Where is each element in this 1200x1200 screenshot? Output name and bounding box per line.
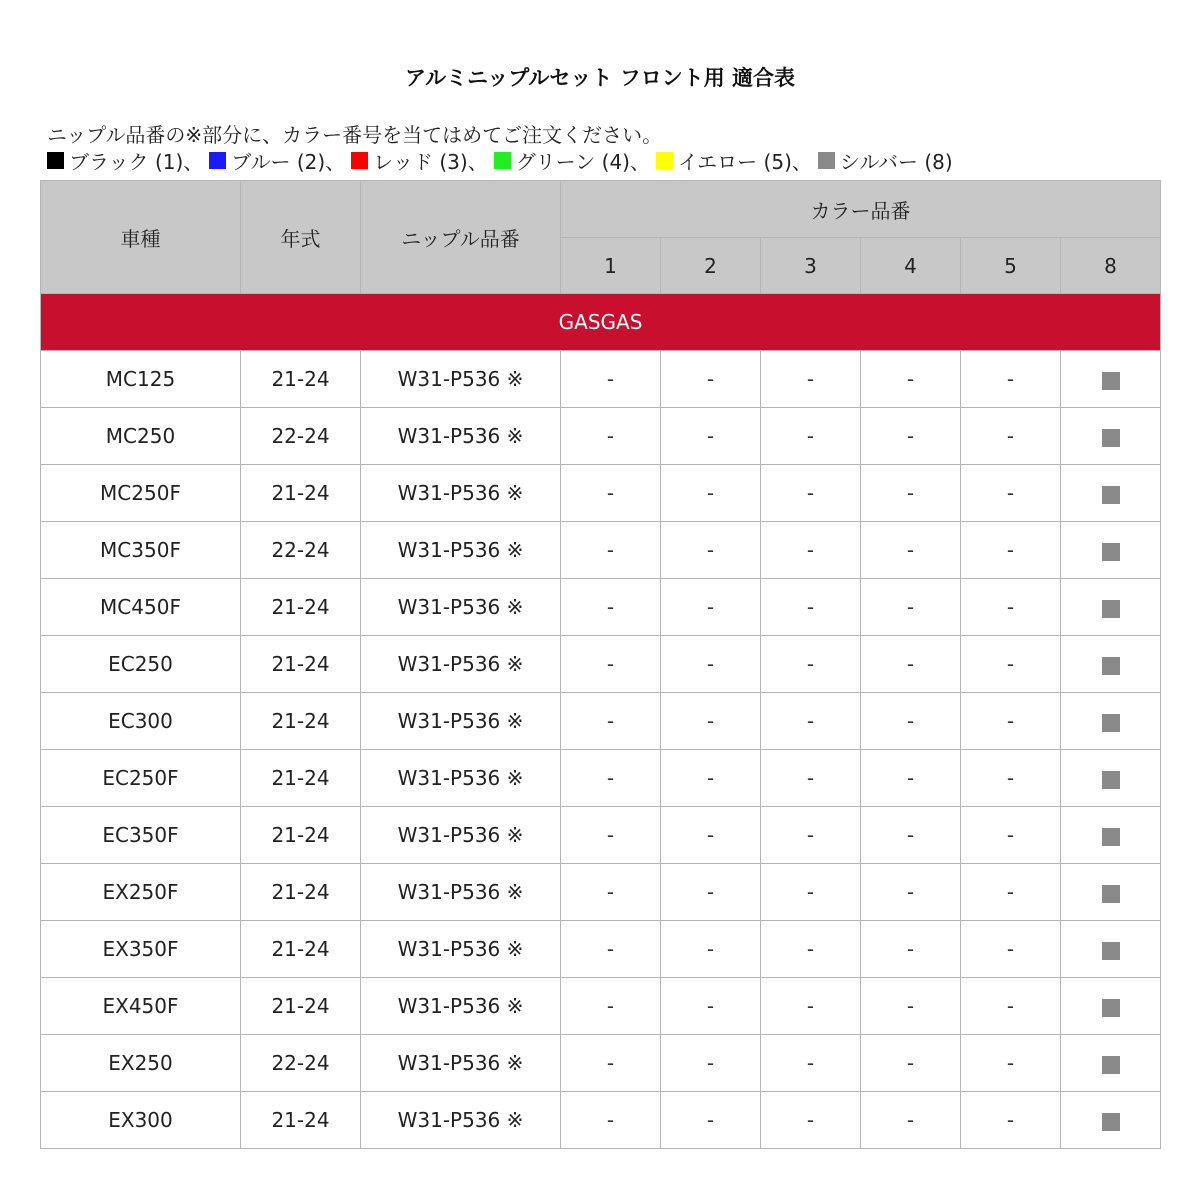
unavailable-mark: - (806, 766, 815, 790)
color-cell (561, 807, 661, 864)
silver-square-icon (1102, 999, 1120, 1017)
color-cell (561, 693, 661, 750)
color-cell (1061, 351, 1161, 408)
unavailable-mark: - (606, 595, 615, 619)
silver-square-icon (1102, 771, 1120, 789)
color-cell (1061, 807, 1161, 864)
table-row (41, 864, 1161, 921)
color-cell (861, 1035, 961, 1092)
unavailable-mark: - (906, 994, 915, 1018)
unavailable-mark: - (706, 367, 715, 391)
unavailable-mark: - (806, 424, 815, 448)
unavailable-mark: - (806, 1108, 815, 1132)
unavailable-mark: - (806, 538, 815, 562)
silver-square-icon (1102, 714, 1120, 732)
color-cell (961, 465, 1061, 522)
model-cell: EC250 (41, 636, 241, 693)
table-row (41, 921, 1161, 978)
model-cell: MC450F (41, 579, 241, 636)
color-cell (661, 978, 761, 1035)
unavailable-mark: - (706, 880, 715, 904)
unavailable-mark: - (606, 766, 615, 790)
color-cell (661, 522, 761, 579)
color-legend (47, 146, 953, 175)
year-cell: 21-24 (241, 636, 361, 693)
color-cell (961, 693, 1061, 750)
unavailable-mark: - (906, 766, 915, 790)
unavailable-mark: - (1006, 538, 1015, 562)
color-cell (861, 921, 961, 978)
table-row (41, 978, 1161, 1035)
legend-label: イエロー (5) (677, 150, 792, 174)
unavailable-mark: - (606, 880, 615, 904)
unavailable-mark: - (706, 1051, 715, 1075)
year-cell: 22-24 (241, 1035, 361, 1092)
color-cell (661, 693, 761, 750)
color-cell (761, 1035, 861, 1092)
silver-square-icon (1102, 828, 1120, 846)
legend-item (209, 146, 351, 175)
year-cell: 21-24 (241, 750, 361, 807)
nipple-cell: W31-P536 ※ (361, 408, 561, 465)
unavailable-mark: - (606, 367, 615, 391)
year-cell: 22-24 (241, 408, 361, 465)
silver-square-icon (1102, 1056, 1120, 1074)
unavailable-mark: - (1006, 823, 1015, 847)
color-cell (661, 807, 761, 864)
color-cell (861, 522, 961, 579)
unavailable-mark: - (1006, 595, 1015, 619)
unavailable-mark: - (906, 538, 915, 562)
color-swatch-icon (209, 152, 226, 169)
brand-row (41, 294, 1161, 351)
color-cell (761, 465, 861, 522)
unavailable-mark: - (606, 823, 615, 847)
color-cell (961, 408, 1061, 465)
unavailable-mark: - (806, 1051, 815, 1075)
color-cell (861, 693, 961, 750)
color-cell (761, 579, 861, 636)
silver-square-icon (1102, 372, 1120, 390)
color-cell (661, 579, 761, 636)
color-cell (861, 978, 961, 1035)
header-color-3: 3 (761, 238, 861, 294)
color-cell (961, 750, 1061, 807)
unavailable-mark: - (1006, 1108, 1015, 1132)
unavailable-mark: - (706, 652, 715, 676)
color-cell (761, 921, 861, 978)
year-cell: 21-24 (241, 465, 361, 522)
color-cell (861, 351, 961, 408)
unavailable-mark: - (906, 880, 915, 904)
model-cell: EC250F (41, 750, 241, 807)
color-cell (561, 636, 661, 693)
color-cell (561, 465, 661, 522)
color-cell (561, 978, 661, 1035)
unavailable-mark: - (606, 481, 615, 505)
silver-square-icon (1102, 486, 1120, 504)
unavailable-mark: - (706, 823, 715, 847)
color-swatch-icon (818, 152, 835, 169)
unavailable-mark: - (1006, 994, 1015, 1018)
header-color-2: 2 (661, 238, 761, 294)
color-cell (1061, 408, 1161, 465)
color-cell (1061, 1092, 1161, 1149)
unavailable-mark: - (1006, 766, 1015, 790)
color-cell (761, 636, 861, 693)
unavailable-mark: - (606, 709, 615, 733)
unavailable-mark: - (806, 481, 815, 505)
unavailable-mark: - (906, 652, 915, 676)
color-cell (961, 1092, 1061, 1149)
color-cell (761, 693, 861, 750)
model-cell: EX250F (41, 864, 241, 921)
color-cell (961, 351, 1061, 408)
color-swatch-icon (656, 152, 673, 169)
model-cell: MC250F (41, 465, 241, 522)
color-cell (661, 921, 761, 978)
color-cell (861, 807, 961, 864)
unavailable-mark: - (806, 595, 815, 619)
silver-square-icon (1102, 1113, 1120, 1131)
color-cell (661, 1035, 761, 1092)
unavailable-mark: - (606, 1108, 615, 1132)
color-cell (661, 1092, 761, 1149)
color-cell (961, 807, 1061, 864)
nipple-cell: W31-P536 ※ (361, 750, 561, 807)
color-cell (861, 636, 961, 693)
nipple-cell: W31-P536 ※ (361, 921, 561, 978)
legend-label: シルバー (8) (839, 150, 953, 174)
nipple-cell: W31-P536 ※ (361, 1092, 561, 1149)
nipple-cell: W31-P536 ※ (361, 636, 561, 693)
unavailable-mark: - (606, 994, 615, 1018)
color-cell (1061, 636, 1161, 693)
unavailable-mark: - (906, 424, 915, 448)
color-cell (1061, 978, 1161, 1035)
color-cell (1061, 864, 1161, 921)
header-color-5: 5 (961, 238, 1061, 294)
table-row (41, 1092, 1161, 1149)
unavailable-mark: - (806, 652, 815, 676)
color-cell (761, 864, 861, 921)
year-cell: 21-24 (241, 579, 361, 636)
header-color-8: 8 (1061, 238, 1161, 294)
model-cell: MC125 (41, 351, 241, 408)
color-cell (861, 864, 961, 921)
year-cell: 21-24 (241, 1092, 361, 1149)
model-cell: EX450F (41, 978, 241, 1035)
color-cell (561, 579, 661, 636)
unavailable-mark: - (606, 937, 615, 961)
legend-label: レッド (3) (373, 150, 468, 174)
color-cell (961, 579, 1061, 636)
color-cell (561, 408, 661, 465)
year-cell: 21-24 (241, 978, 361, 1035)
table-row (41, 750, 1161, 807)
legend-label: ブラック (1) (69, 150, 184, 174)
unavailable-mark: - (706, 709, 715, 733)
unavailable-mark: - (906, 1051, 915, 1075)
unavailable-mark: - (906, 709, 915, 733)
color-cell (1061, 579, 1161, 636)
legend-item (47, 146, 209, 175)
unavailable-mark: - (1006, 937, 1015, 961)
nipple-cell: W31-P536 ※ (361, 807, 561, 864)
brand-label: GASGAS (41, 294, 1161, 351)
model-cell: EX250 (41, 1035, 241, 1092)
unavailable-mark: - (906, 823, 915, 847)
color-cell (861, 1092, 961, 1149)
unavailable-mark: - (806, 880, 815, 904)
nipple-cell: W31-P536 ※ (361, 1035, 561, 1092)
color-cell (661, 351, 761, 408)
nipple-cell: W31-P536 ※ (361, 693, 561, 750)
legend-label: ブルー (2) (231, 150, 326, 174)
table-row (41, 1035, 1161, 1092)
page-title: アルミニップルセット フロント用 適合表 (404, 66, 796, 90)
unavailable-mark: - (1006, 880, 1015, 904)
color-swatch-icon (47, 152, 64, 169)
color-cell (861, 408, 961, 465)
header-year: 年式 (241, 181, 361, 294)
legend-item (818, 146, 953, 175)
color-cell (661, 750, 761, 807)
year-cell: 21-24 (241, 807, 361, 864)
unavailable-mark: - (706, 595, 715, 619)
color-cell (961, 864, 1061, 921)
color-cell (961, 636, 1061, 693)
nipple-cell: W31-P536 ※ (361, 978, 561, 1035)
color-cell (561, 864, 661, 921)
unavailable-mark: - (906, 1108, 915, 1132)
unavailable-mark: - (606, 1051, 615, 1075)
unavailable-mark: - (806, 709, 815, 733)
year-cell: 21-24 (241, 693, 361, 750)
legend-item (494, 146, 656, 175)
table-row (41, 636, 1161, 693)
unavailable-mark: - (1006, 709, 1015, 733)
color-swatch-icon (494, 152, 511, 169)
color-cell (1061, 750, 1161, 807)
color-cell (1061, 693, 1161, 750)
year-cell: 21-24 (241, 921, 361, 978)
year-cell: 21-24 (241, 864, 361, 921)
order-note: ニップル品番の※部分に、カラー番号を当てはめてご注文ください。 (47, 123, 663, 147)
model-cell: EX300 (41, 1092, 241, 1149)
color-cell (1061, 921, 1161, 978)
color-cell (561, 921, 661, 978)
color-cell (1061, 522, 1161, 579)
color-cell (861, 579, 961, 636)
legend-separator: 、 (183, 150, 204, 174)
nipple-cell: W31-P536 ※ (361, 579, 561, 636)
model-cell: EX350F (41, 921, 241, 978)
unavailable-mark: - (806, 994, 815, 1018)
legend-label: グリーン (4) (515, 150, 630, 174)
unavailable-mark: - (906, 937, 915, 961)
header-model: 車種 (41, 181, 241, 294)
header-color-group: カラー品番 (561, 181, 1161, 238)
color-cell (961, 978, 1061, 1035)
legend-item (656, 146, 818, 175)
legend-separator: 、 (629, 150, 650, 174)
unavailable-mark: - (706, 1108, 715, 1132)
header-nipple: ニップル品番 (361, 181, 561, 294)
nipple-cell: W31-P536 ※ (361, 864, 561, 921)
nipple-cell: W31-P536 ※ (361, 465, 561, 522)
silver-square-icon (1102, 543, 1120, 561)
table-row (41, 465, 1161, 522)
color-cell (661, 465, 761, 522)
unavailable-mark: - (806, 367, 815, 391)
unavailable-mark: - (1006, 367, 1015, 391)
color-cell (761, 1092, 861, 1149)
unavailable-mark: - (806, 937, 815, 961)
color-cell (761, 408, 861, 465)
unavailable-mark: - (1006, 481, 1015, 505)
model-cell: MC250 (41, 408, 241, 465)
unavailable-mark: - (706, 937, 715, 961)
color-cell (961, 1035, 1061, 1092)
color-cell (561, 1035, 661, 1092)
unavailable-mark: - (606, 652, 615, 676)
color-cell (961, 921, 1061, 978)
unavailable-mark: - (806, 823, 815, 847)
color-cell (761, 351, 861, 408)
color-cell (961, 522, 1061, 579)
nipple-cell: W31-P536 ※ (361, 522, 561, 579)
silver-square-icon (1102, 885, 1120, 903)
unavailable-mark: - (706, 538, 715, 562)
nipple-cell: W31-P536 ※ (361, 351, 561, 408)
unavailable-mark: - (706, 424, 715, 448)
unavailable-mark: - (1006, 652, 1015, 676)
header-color-1: 1 (561, 238, 661, 294)
color-swatch-icon (351, 152, 368, 169)
color-cell (561, 522, 661, 579)
color-cell (761, 807, 861, 864)
model-cell: MC350F (41, 522, 241, 579)
legend-item (351, 146, 494, 175)
silver-square-icon (1102, 942, 1120, 960)
table-row (41, 408, 1161, 465)
color-cell (1061, 465, 1161, 522)
fitment-table (40, 180, 1161, 1149)
unavailable-mark: - (606, 538, 615, 562)
color-cell (661, 864, 761, 921)
model-cell: EC350F (41, 807, 241, 864)
color-cell (761, 978, 861, 1035)
color-cell (661, 408, 761, 465)
color-cell (561, 351, 661, 408)
unavailable-mark: - (906, 595, 915, 619)
unavailable-mark: - (606, 424, 615, 448)
color-cell (661, 636, 761, 693)
table-row (41, 351, 1161, 408)
legend-separator: 、 (325, 150, 346, 174)
unavailable-mark: - (1006, 424, 1015, 448)
silver-square-icon (1102, 429, 1120, 447)
color-cell (561, 750, 661, 807)
silver-square-icon (1102, 600, 1120, 618)
year-cell: 21-24 (241, 351, 361, 408)
header-color-4: 4 (861, 238, 961, 294)
color-cell (861, 750, 961, 807)
color-cell (1061, 1035, 1161, 1092)
table-row (41, 579, 1161, 636)
table-row (41, 807, 1161, 864)
silver-square-icon (1102, 657, 1120, 675)
year-cell: 22-24 (241, 522, 361, 579)
model-cell: EC300 (41, 693, 241, 750)
color-cell (861, 465, 961, 522)
unavailable-mark: - (906, 367, 915, 391)
unavailable-mark: - (706, 766, 715, 790)
table-row (41, 693, 1161, 750)
color-cell (561, 1092, 661, 1149)
unavailable-mark: - (706, 481, 715, 505)
color-cell (761, 750, 861, 807)
unavailable-mark: - (1006, 1051, 1015, 1075)
color-cell (761, 522, 861, 579)
legend-separator: 、 (791, 150, 812, 174)
unavailable-mark: - (906, 481, 915, 505)
unavailable-mark: - (706, 994, 715, 1018)
table-row (41, 522, 1161, 579)
legend-separator: 、 (467, 150, 488, 174)
